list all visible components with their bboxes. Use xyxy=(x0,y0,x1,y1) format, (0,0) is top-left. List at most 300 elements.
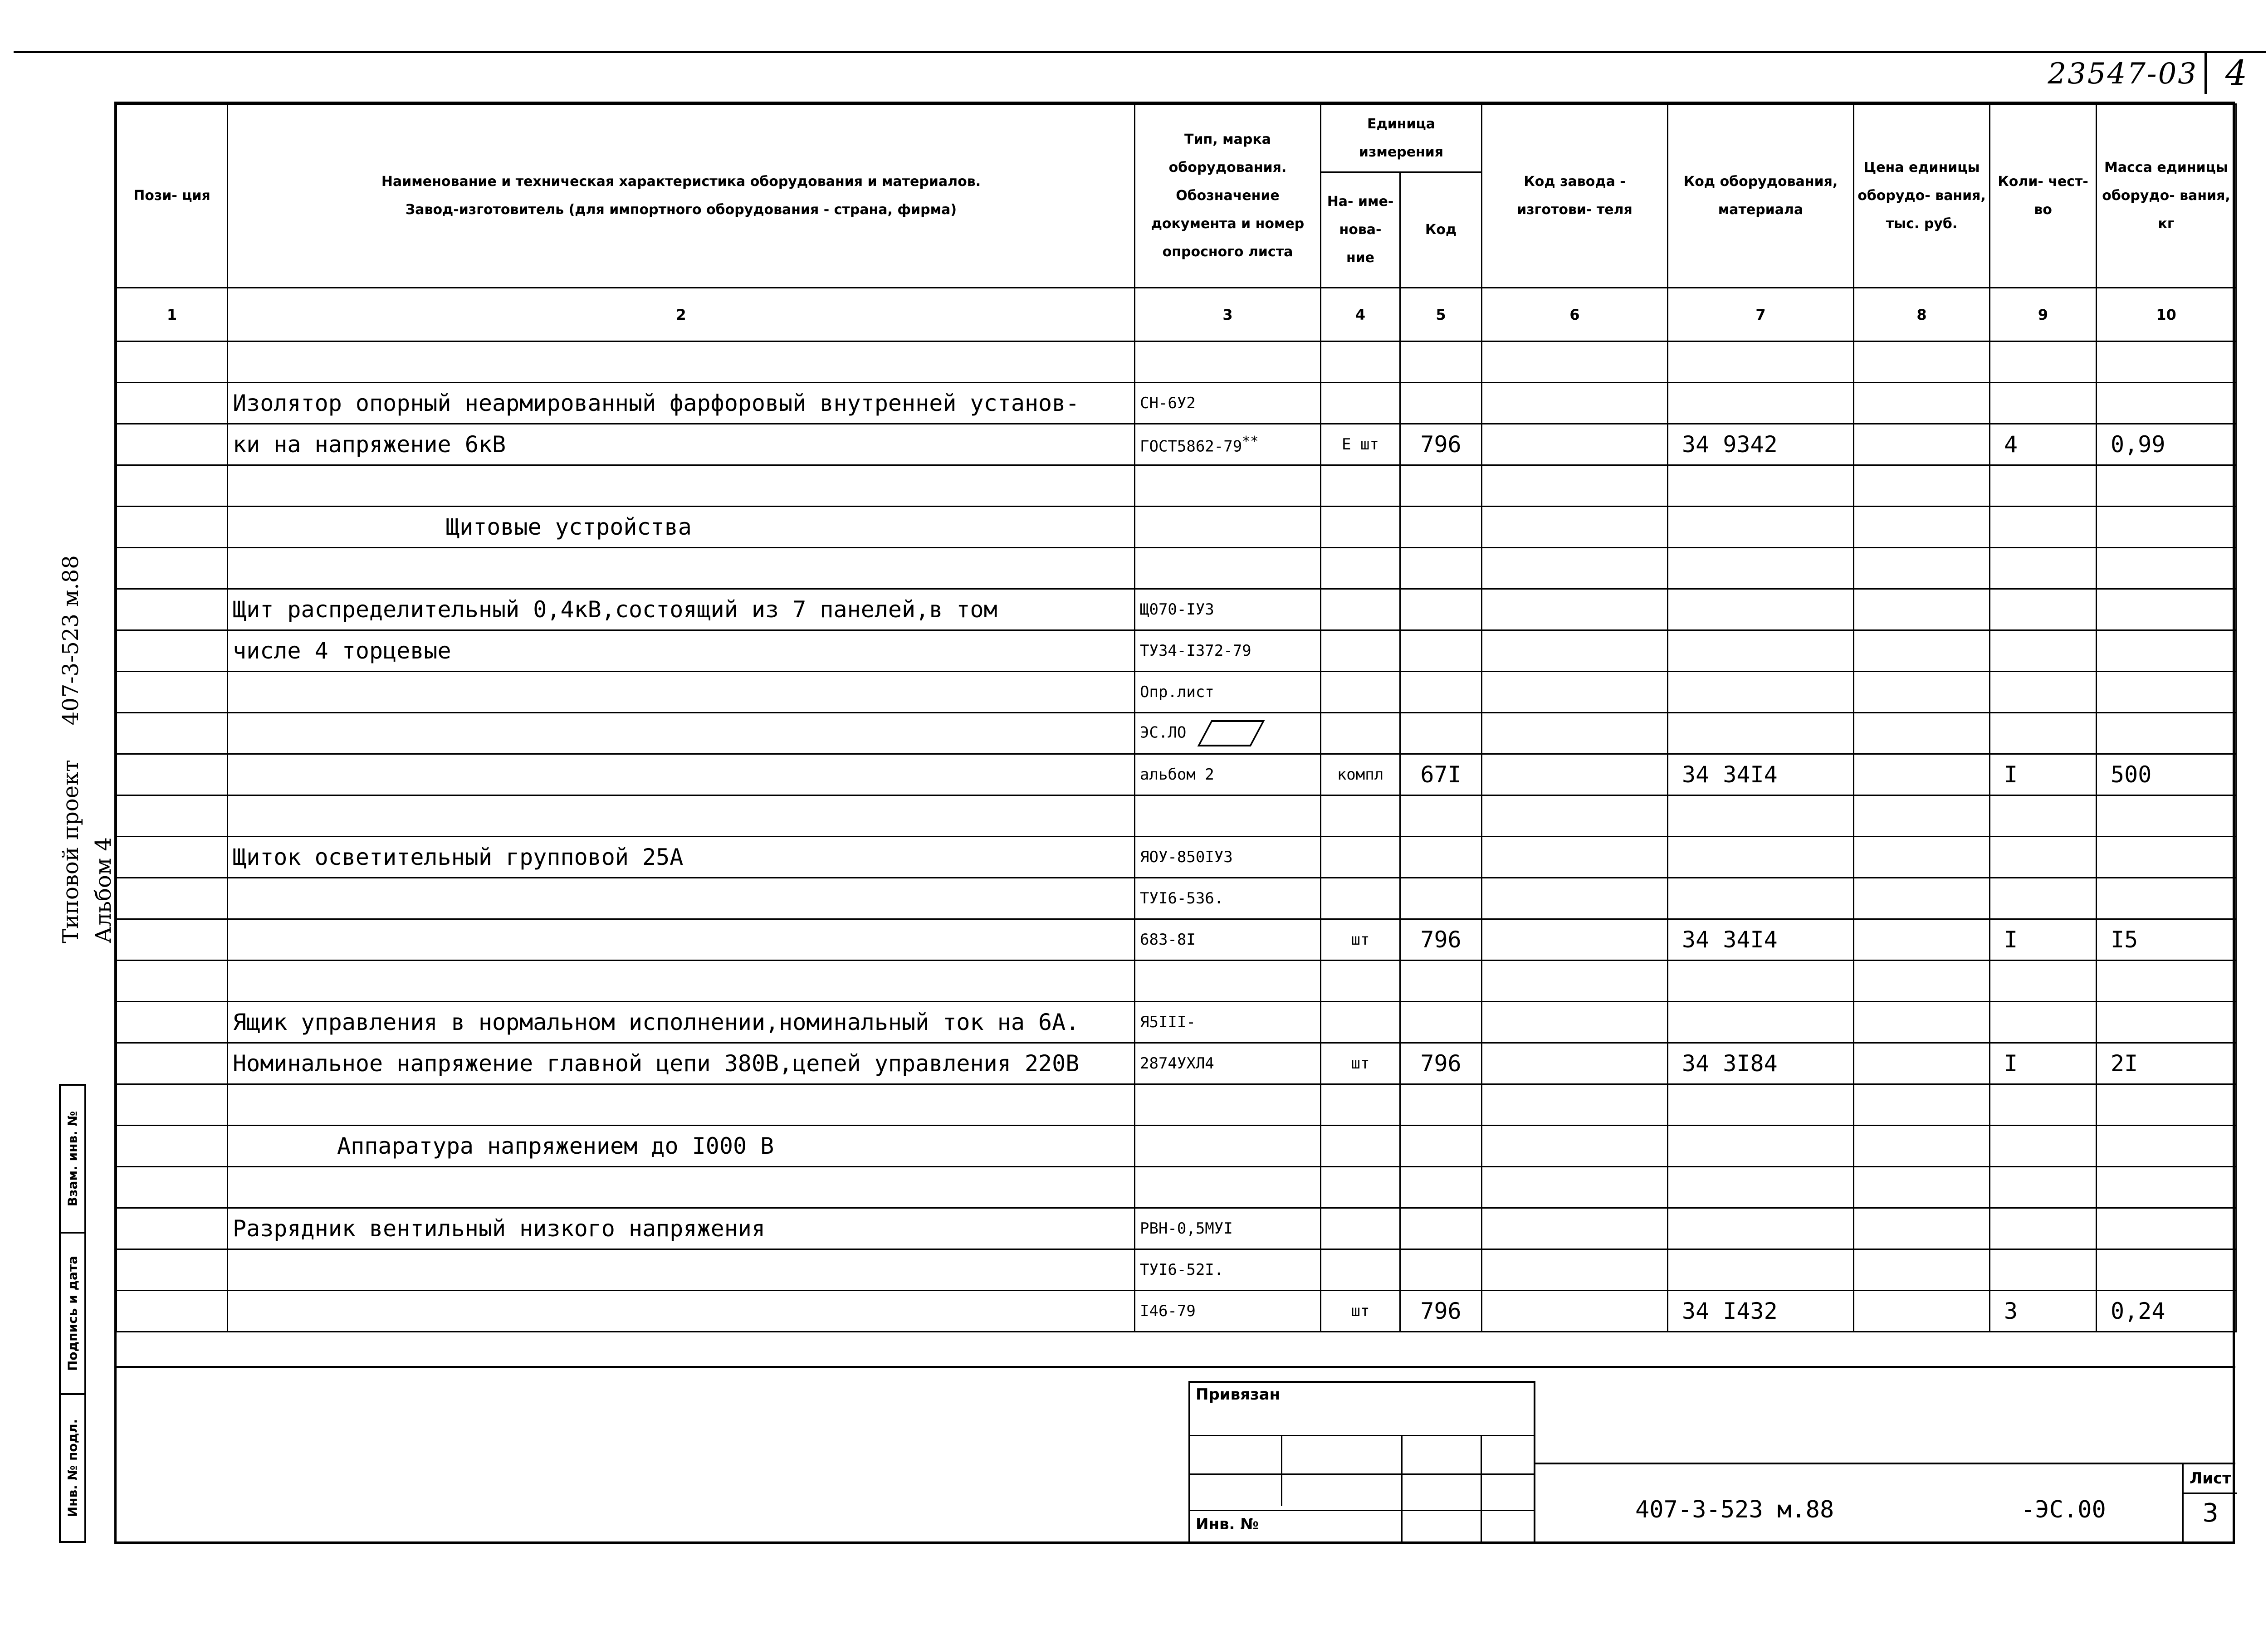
cell-name-text: Разрядник вентильный низкого напряжения xyxy=(233,1215,765,1242)
cell-position xyxy=(117,754,228,795)
cell-quantity xyxy=(1990,1043,2097,1084)
title-block xyxy=(1535,1463,2235,1546)
cell-equipment-code-text: 34 I432 xyxy=(1682,1298,1778,1324)
cell-unit-code xyxy=(1400,1208,1482,1249)
cell-maker-code xyxy=(1482,878,1668,919)
cell-price xyxy=(1854,1249,1990,1291)
cell-name-text: Щитовые устройства xyxy=(446,514,692,540)
cell-quantity xyxy=(1990,1084,2097,1126)
cell-type-text: I46-79 xyxy=(1140,1302,1196,1320)
cell-unit-name xyxy=(1321,383,1400,424)
col-number: 6 xyxy=(1482,288,1668,341)
binding-rule xyxy=(1281,1435,1282,1506)
header-quantity: Коли- чест- во xyxy=(1990,104,2097,288)
cell-equipment-code xyxy=(1668,548,1854,589)
cell-equipment-code xyxy=(1668,1208,1854,1249)
cell-mass xyxy=(2097,1208,2236,1249)
cell-quantity xyxy=(1990,878,2097,919)
cell-position xyxy=(117,465,228,507)
cell-maker-code xyxy=(1482,713,1668,754)
cell-unit-code xyxy=(1400,919,1482,961)
cell-position xyxy=(117,1126,228,1167)
header-unit: Единица измерения xyxy=(1321,104,1482,172)
cell-equipment-code xyxy=(1668,837,1854,878)
cell-type xyxy=(1135,1249,1321,1291)
cell-quantity-text: I xyxy=(2004,927,2018,953)
cell-quantity xyxy=(1990,754,2097,795)
cell-maker-code xyxy=(1482,341,1668,383)
cell-mass-text: 500 xyxy=(2111,761,2152,788)
cell-type-text: ЭС.ЛО xyxy=(1140,723,1187,742)
cell-quantity xyxy=(1990,383,2097,424)
cell-equipment-code xyxy=(1668,878,1854,919)
cell-name-text: Щит распределительный 0,4кВ,состоящий из 7 панелей,в том xyxy=(233,596,997,623)
cell-unit-name xyxy=(1321,1167,1400,1208)
cell-unit-name xyxy=(1321,341,1400,383)
cell-type xyxy=(1135,754,1321,795)
cell-mass-text: 0,99 xyxy=(2111,431,2165,458)
cell-maker-code xyxy=(1482,672,1668,713)
cell-name xyxy=(228,754,1135,795)
cell-maker-code xyxy=(1482,630,1668,672)
cell-price xyxy=(1854,919,1990,961)
table-row xyxy=(117,837,2236,878)
cell-type xyxy=(1135,465,1321,507)
col-number: 2 xyxy=(228,288,1135,341)
cell-type-text: ТУ34-I372-79 xyxy=(1140,642,1251,660)
cell-unit-name xyxy=(1321,630,1400,672)
cell-position xyxy=(117,341,228,383)
header-unit-code: Код xyxy=(1400,172,1482,288)
cell-unit-code xyxy=(1400,961,1482,1002)
cell-quantity xyxy=(1990,1291,2097,1332)
cell-maker-code xyxy=(1482,1002,1668,1043)
header-equipment-code: Код оборудования, материала xyxy=(1668,104,1854,288)
title-block-code: 407-3-523 м.88 xyxy=(1635,1496,1834,1523)
table-row xyxy=(117,1249,2236,1291)
cell-maker-code xyxy=(1482,424,1668,465)
table-row xyxy=(117,507,2236,548)
cell-unit-name xyxy=(1321,1249,1400,1291)
cell-type xyxy=(1135,795,1321,837)
cell-quantity-text: I xyxy=(2004,1050,2018,1077)
side-title xyxy=(54,555,120,943)
cell-mass xyxy=(2097,1002,2236,1043)
cell-mass xyxy=(2097,1291,2236,1332)
cell-mass xyxy=(2097,589,2236,630)
cell-name xyxy=(228,878,1135,919)
cell-price xyxy=(1854,424,1990,465)
cell-price xyxy=(1854,465,1990,507)
cell-maker-code xyxy=(1482,919,1668,961)
cell-quantity xyxy=(1990,1249,2097,1291)
cell-position xyxy=(117,424,228,465)
cell-unit-name xyxy=(1321,878,1400,919)
cell-maker-code xyxy=(1482,1126,1668,1167)
corner-divider xyxy=(2204,51,2207,94)
table-row xyxy=(117,961,2236,1002)
cell-type xyxy=(1135,507,1321,548)
cell-position xyxy=(117,589,228,630)
cell-maker-code xyxy=(1482,1084,1668,1126)
cell-position xyxy=(117,1291,228,1332)
cell-unit-code xyxy=(1400,383,1482,424)
cell-unit-name-text: Е шт xyxy=(1342,435,1379,454)
col-number: 8 xyxy=(1854,288,1990,341)
cell-position xyxy=(117,672,228,713)
header-mass: Масса единицы оборудо- вания, кг xyxy=(2097,104,2236,288)
cell-mass xyxy=(2097,754,2236,795)
table-row xyxy=(117,341,2236,383)
cell-unit-code xyxy=(1400,589,1482,630)
cell-maker-code xyxy=(1482,795,1668,837)
cell-price xyxy=(1854,1291,1990,1332)
cell-quantity xyxy=(1990,713,2097,754)
cell-unit-code-text: 796 xyxy=(1420,431,1461,458)
cell-unit-code xyxy=(1400,1249,1482,1291)
cell-equipment-code xyxy=(1668,507,1854,548)
cell-unit-code xyxy=(1400,548,1482,589)
cell-type xyxy=(1135,961,1321,1002)
cell-type-text: Я5III- xyxy=(1140,1013,1196,1031)
cell-type-text: ТУI6-536. xyxy=(1140,889,1224,907)
cell-price xyxy=(1854,1208,1990,1249)
col-number: 10 xyxy=(2097,288,2236,341)
binding-rule xyxy=(1481,1435,1482,1542)
cell-quantity xyxy=(1990,795,2097,837)
cell-mass xyxy=(2097,672,2236,713)
cell-unit-name xyxy=(1321,424,1400,465)
cell-unit-name xyxy=(1321,795,1400,837)
cell-name xyxy=(228,672,1135,713)
cell-type xyxy=(1135,341,1321,383)
cell-type-text: 2874УХЛ4 xyxy=(1140,1054,1214,1073)
cell-unit-code xyxy=(1400,1126,1482,1167)
cell-equipment-code xyxy=(1668,1249,1854,1291)
cell-mass-text: 0,24 xyxy=(2111,1298,2165,1324)
cell-equipment-code-text: 34 3I84 xyxy=(1682,1050,1778,1077)
cell-unit-code xyxy=(1400,1084,1482,1126)
cell-maker-code xyxy=(1482,1249,1668,1291)
cell-mass xyxy=(2097,1167,2236,1208)
cell-unit-code xyxy=(1400,1167,1482,1208)
table-row xyxy=(117,630,2236,672)
cell-unit-code xyxy=(1400,424,1482,465)
cell-position xyxy=(117,1208,228,1249)
cell-quantity xyxy=(1990,589,2097,630)
cell-name xyxy=(228,713,1135,754)
cell-equipment-code xyxy=(1668,589,1854,630)
cell-unit-name xyxy=(1321,1084,1400,1126)
cell-quantity-text: I xyxy=(2004,761,2018,788)
cell-position xyxy=(117,1167,228,1208)
cell-name xyxy=(228,589,1135,630)
cell-position xyxy=(117,795,228,837)
cell-maker-code xyxy=(1482,1167,1668,1208)
cell-equipment-code xyxy=(1668,1084,1854,1126)
stamp-replacement-inv: Взам. инв. № xyxy=(59,1084,86,1234)
cell-equipment-code xyxy=(1668,919,1854,961)
cell-unit-name xyxy=(1321,1126,1400,1167)
cell-unit-name-text: компл xyxy=(1337,766,1384,784)
cell-type xyxy=(1135,837,1321,878)
cell-mass xyxy=(2097,713,2236,754)
cell-name xyxy=(228,961,1135,1002)
cell-unit-code-text: 67I xyxy=(1420,761,1461,788)
cell-quantity-text: 4 xyxy=(2004,431,2018,458)
cell-unit-code xyxy=(1400,1002,1482,1043)
cell-type xyxy=(1135,548,1321,589)
table-row xyxy=(117,1208,2236,1249)
cell-quantity xyxy=(1990,465,2097,507)
cell-type xyxy=(1135,630,1321,672)
cell-mass xyxy=(2097,1084,2236,1126)
table-row xyxy=(117,589,2236,630)
cell-name xyxy=(228,383,1135,424)
cell-type xyxy=(1135,1291,1321,1332)
cell-mass xyxy=(2097,919,2236,961)
cell-price xyxy=(1854,341,1990,383)
cell-mass xyxy=(2097,630,2236,672)
cell-name-text: Изолятор опорный неармированный фарфоровый внутренней установ- xyxy=(233,390,1080,416)
cell-position xyxy=(117,1084,228,1126)
cell-unit-name xyxy=(1321,919,1400,961)
cell-quantity xyxy=(1990,548,2097,589)
cell-price xyxy=(1854,1002,1990,1043)
cell-equipment-code xyxy=(1668,1291,1854,1332)
cell-unit-name xyxy=(1321,713,1400,754)
cell-position xyxy=(117,507,228,548)
table-row xyxy=(117,424,2236,465)
cell-name xyxy=(228,1126,1135,1167)
cell-price xyxy=(1854,1084,1990,1126)
cell-unit-code-text: 796 xyxy=(1420,1298,1461,1324)
cell-mass xyxy=(2097,424,2236,465)
cell-position xyxy=(117,878,228,919)
cell-price xyxy=(1854,961,1990,1002)
cell-name xyxy=(228,1249,1135,1291)
cell-price xyxy=(1854,1167,1990,1208)
cell-name xyxy=(228,548,1135,589)
cell-quantity xyxy=(1990,341,2097,383)
cell-equipment-code-text: 34 34I4 xyxy=(1682,927,1778,953)
cell-name-text: числе 4 торцевые xyxy=(233,638,451,664)
cell-unit-name xyxy=(1321,837,1400,878)
header-name xyxy=(228,104,1135,288)
cell-type xyxy=(1135,424,1321,465)
cell-unit-code xyxy=(1400,754,1482,795)
cell-type xyxy=(1135,589,1321,630)
cell-maker-code xyxy=(1482,1043,1668,1084)
cell-name-text: ки на напряжение 6кВ xyxy=(233,431,506,458)
header-name-line1: Наименование и техническая характеристика оборудования и материалов. xyxy=(381,174,981,190)
cell-name xyxy=(228,795,1135,837)
cell-unit-name xyxy=(1321,1291,1400,1332)
cell-quantity xyxy=(1990,961,2097,1002)
col-number: 9 xyxy=(1990,288,2097,341)
cell-unit-code-text: 796 xyxy=(1420,1050,1461,1077)
table-row xyxy=(117,1126,2236,1167)
cell-quantity-text: 3 xyxy=(2004,1298,2018,1324)
cell-equipment-code xyxy=(1668,1126,1854,1167)
cell-equipment-code xyxy=(1668,713,1854,754)
cell-equipment-code xyxy=(1668,630,1854,672)
sheet-number: 3 xyxy=(2202,1498,2219,1528)
cell-price xyxy=(1854,713,1990,754)
cell-unit-name xyxy=(1321,465,1400,507)
cell-equipment-code xyxy=(1668,1167,1854,1208)
cell-mass xyxy=(2097,878,2236,919)
cell-equipment-code xyxy=(1668,754,1854,795)
cell-mass xyxy=(2097,383,2236,424)
table-row xyxy=(117,548,2236,589)
cell-position xyxy=(117,713,228,754)
table-row xyxy=(117,878,2236,919)
cell-type-text: СН-6У2 xyxy=(1140,394,1196,412)
cell-quantity xyxy=(1990,837,2097,878)
cell-position xyxy=(117,383,228,424)
cell-unit-name xyxy=(1321,754,1400,795)
col-number: 5 xyxy=(1400,288,1482,341)
cell-type-text: ЯОУ-850IУ3 xyxy=(1140,848,1233,866)
table-row xyxy=(117,1291,2236,1332)
stamp-signature-date: Подпись и дата xyxy=(59,1232,86,1395)
cell-unit-code xyxy=(1400,341,1482,383)
side-title-album: Альбом 4 xyxy=(91,837,116,943)
cell-name xyxy=(228,919,1135,961)
cell-type-text: ГОСТ5862-79 xyxy=(1140,437,1242,456)
cell-equipment-code xyxy=(1668,961,1854,1002)
cell-unit-code xyxy=(1400,1043,1482,1084)
cell-type xyxy=(1135,878,1321,919)
cell-maker-code xyxy=(1482,589,1668,630)
cell-equipment-code xyxy=(1668,465,1854,507)
cell-mass-text: I5 xyxy=(2111,927,2138,953)
col-number: 4 xyxy=(1321,288,1400,341)
cell-unit-name xyxy=(1321,507,1400,548)
cell-type xyxy=(1135,1002,1321,1043)
cell-equipment-code xyxy=(1668,795,1854,837)
binding-stamp xyxy=(1188,1381,1535,1544)
cell-quantity xyxy=(1990,672,2097,713)
cell-quantity xyxy=(1990,919,2097,961)
cell-unit-code xyxy=(1400,795,1482,837)
table-row xyxy=(117,465,2236,507)
gost-amendment-mark: ** xyxy=(1242,433,1259,449)
cell-quantity xyxy=(1990,1002,2097,1043)
cell-equipment-code xyxy=(1668,383,1854,424)
cell-unit-name-text: шт xyxy=(1351,1302,1370,1320)
table-row xyxy=(117,1043,2236,1084)
cell-unit-name xyxy=(1321,589,1400,630)
cell-type xyxy=(1135,672,1321,713)
cell-unit-code xyxy=(1400,1291,1482,1332)
cell-unit-name xyxy=(1321,1043,1400,1084)
cell-unit-code xyxy=(1400,878,1482,919)
cell-maker-code xyxy=(1482,961,1668,1002)
cell-type-text: 683-8I xyxy=(1140,931,1196,949)
cell-unit-code xyxy=(1400,630,1482,672)
cell-unit-code xyxy=(1400,713,1482,754)
cell-name xyxy=(228,1291,1135,1332)
binding-rule xyxy=(1190,1473,1534,1475)
cell-mass xyxy=(2097,795,2236,837)
cell-unit-name-text: шт xyxy=(1351,1054,1370,1073)
header-position: Пози- ция xyxy=(117,104,228,288)
specification-table xyxy=(116,103,2237,1332)
cell-unit-code xyxy=(1400,465,1482,507)
cell-quantity xyxy=(1990,1126,2097,1167)
cell-unit-name xyxy=(1321,961,1400,1002)
cell-maker-code xyxy=(1482,837,1668,878)
cell-name-text: Ящик управления в нормальном исполнении,номинальный ток на 6А. xyxy=(233,1009,1080,1035)
cell-type xyxy=(1135,1167,1321,1208)
col-number: 1 xyxy=(117,288,228,341)
cell-mass xyxy=(2097,507,2236,548)
cell-equipment-code xyxy=(1668,1002,1854,1043)
cell-name-text: Аппаратура напряжением до I000 В xyxy=(337,1133,774,1159)
cell-price xyxy=(1854,383,1990,424)
binding-rule xyxy=(1190,1510,1534,1511)
header-price: Цена единицы оборудо- вания, тыс. руб. xyxy=(1854,104,1990,288)
binding-rule xyxy=(1401,1435,1403,1542)
parallelogram-mark-icon xyxy=(1198,720,1265,746)
table-row xyxy=(117,754,2236,795)
col-number: 7 xyxy=(1668,288,1854,341)
binding-rule xyxy=(1190,1435,1534,1436)
specification-body xyxy=(117,341,2236,1332)
cell-unit-code xyxy=(1400,507,1482,548)
corner-sheet-number: 4 xyxy=(2225,53,2248,93)
cell-mass xyxy=(2097,465,2236,507)
header-type: Тип, марка оборудования. Обозначение документа и номер опросного листа xyxy=(1135,104,1321,288)
top-border-line xyxy=(14,51,2266,53)
cell-quantity xyxy=(1990,424,2097,465)
cell-position xyxy=(117,1002,228,1043)
cell-position xyxy=(117,919,228,961)
cell-unit-code xyxy=(1400,837,1482,878)
binding-inv-label: Инв. № xyxy=(1196,1515,1259,1533)
cell-mass xyxy=(2097,837,2236,878)
cell-mass xyxy=(2097,1043,2236,1084)
cell-type-text: ТУI6-52I. xyxy=(1140,1261,1224,1279)
table-row xyxy=(117,672,2236,713)
cell-name xyxy=(228,1043,1135,1084)
cell-unit-name xyxy=(1321,672,1400,713)
cell-maker-code xyxy=(1482,548,1668,589)
cell-unit-name-text: шт xyxy=(1351,931,1370,949)
cell-position xyxy=(117,630,228,672)
cell-position xyxy=(117,837,228,878)
title-block-sheet xyxy=(2182,1464,2237,1544)
cell-name xyxy=(228,507,1135,548)
cell-mass xyxy=(2097,961,2236,1002)
header-unit-name: На- име- нова- ние xyxy=(1321,172,1400,288)
cell-mass xyxy=(2097,548,2236,589)
cell-mass xyxy=(2097,1126,2236,1167)
cell-position xyxy=(117,1043,228,1084)
cell-unit-name xyxy=(1321,548,1400,589)
cell-maker-code xyxy=(1482,507,1668,548)
cell-type xyxy=(1135,713,1321,754)
cell-price xyxy=(1854,548,1990,589)
cell-maker-code xyxy=(1482,1291,1668,1332)
cell-mass xyxy=(2097,1249,2236,1291)
cell-name xyxy=(228,1084,1135,1126)
cell-maker-code xyxy=(1482,383,1668,424)
cell-equipment-code xyxy=(1668,341,1854,383)
cell-name xyxy=(228,630,1135,672)
